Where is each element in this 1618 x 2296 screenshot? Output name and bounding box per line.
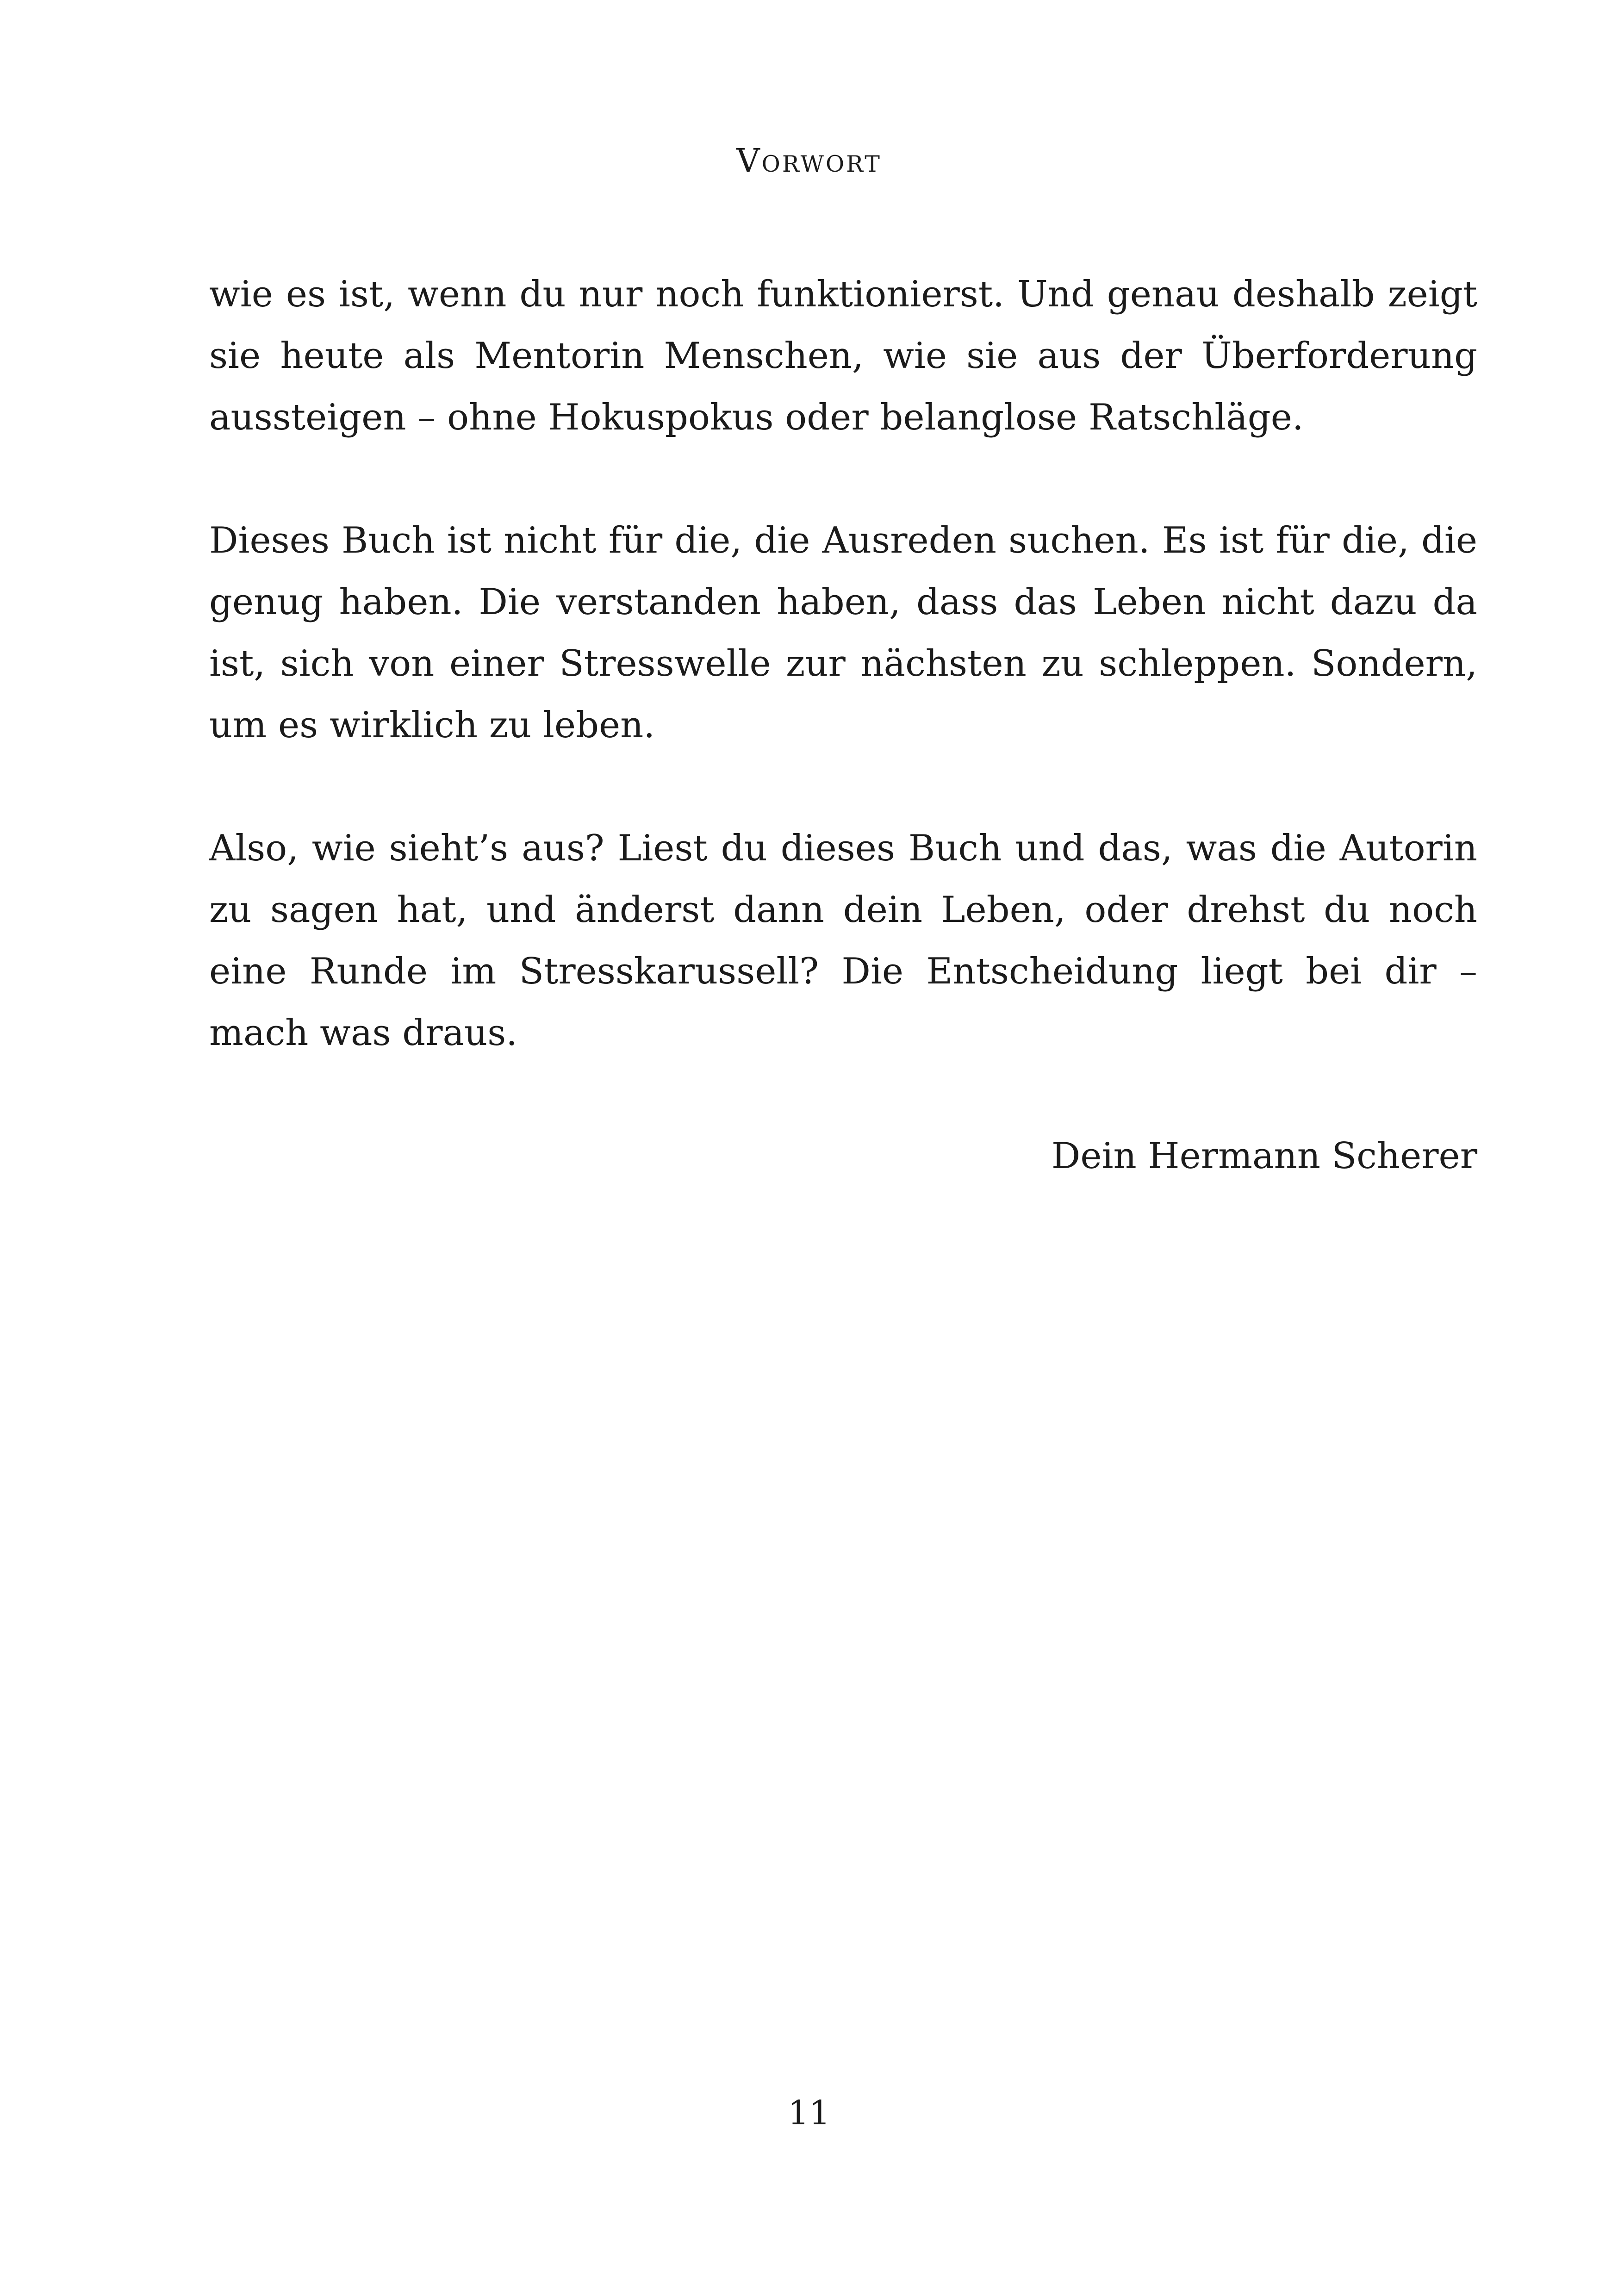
paragraph-2: Dieses Buch ist nicht für die, die Ausreden suchen. Es ist für die, die genug haben. Die verstanden haben, dass das Leben nicht dazu da ist, sich von einer Stresswelle zur nächsten zu schleppen. Sondern, um es wirklich zu leben. [209, 520, 1477, 746]
running-head: Vorwort [736, 142, 882, 180]
paragraph-1: wie es ist, wenn du nur noch funktionierst. Und genau deshalb zeigt sie heute als Mentorin Menschen, wie sie aus der Überforderung aussteigen – ohne Hokuspokus oder belanglose Ratschläge. [209, 274, 1477, 438]
signature: Dein Hermann Scherer [1051, 1135, 1477, 1177]
page-number: 11 [788, 2093, 830, 2132]
body-text [209, 264, 1477, 1187]
paragraph-3: Also, wie sieht’s aus? Liest du dieses Buch und das, was die Autorin zu sagen hat, und änderst dann dein Leben, oder drehst du noch eine Runde im Stresskarussell? Die Entscheidung liegt bei dir – mach was draus. [209, 828, 1477, 1054]
